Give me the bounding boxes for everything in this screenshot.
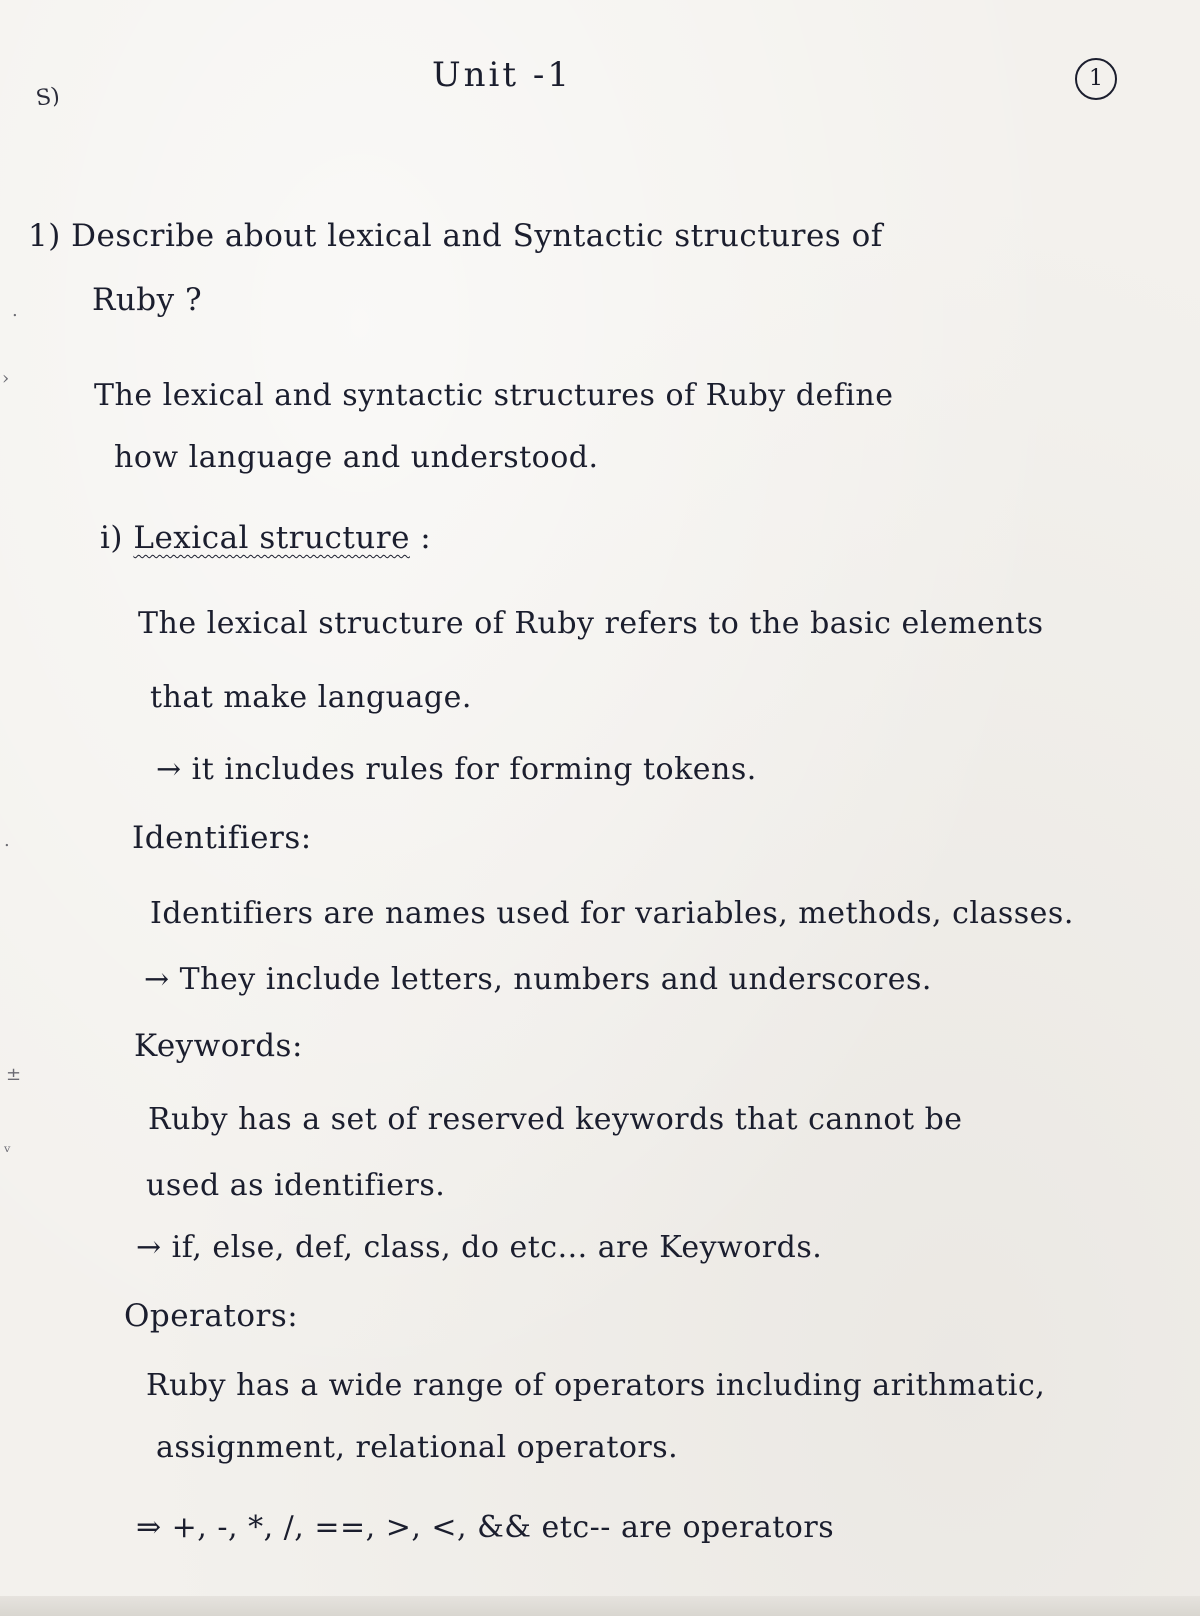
operators-line-3: ⇒ +, -, *, /, ==, >, <, && etc-- are operators: [136, 1510, 835, 1545]
page-title: Unit -1: [432, 55, 573, 95]
identifiers-line-2: → They include letters, numbers and underscores.: [144, 962, 932, 997]
question-line-2: Ruby ?: [92, 282, 203, 318]
lexical-heading-prefix: i): [100, 520, 124, 556]
lexical-heading-suffix: :: [420, 520, 432, 556]
margin-mark: ±: [6, 1064, 22, 1085]
lexical-heading-text: Lexical structure: [133, 520, 410, 556]
corner-mark: S): [34, 83, 62, 112]
operators-heading: Operators:: [124, 1298, 299, 1334]
identifiers-line-1: Identifiers are names used for variables, methods, classes.: [150, 896, 1074, 931]
margin-dot: .: [12, 300, 18, 321]
page-bottom-edge: [0, 1596, 1200, 1616]
intro-line-1: The lexical and syntactic structures of Ruby define: [94, 378, 894, 413]
question-line-1: 1) Describe about lexical and Syntactic structures of: [28, 218, 883, 254]
operators-line-2: assignment, relational operators.: [156, 1430, 679, 1465]
keywords-heading: Keywords:: [134, 1028, 303, 1064]
margin-tick: ›: [2, 368, 10, 389]
lexical-body-line-1: The lexical structure of Ruby refers to the basic elements: [138, 606, 1044, 641]
keywords-line-1: Ruby has a set of reserved keywords that cannot be: [148, 1102, 963, 1137]
keywords-line-3: → if, else, def, class, do etc... are Keywords.: [136, 1230, 823, 1265]
margin-tick-2: ᵥ: [4, 1136, 11, 1157]
identifiers-heading: Identifiers:: [132, 820, 312, 856]
operators-line-1: Ruby has a wide range of operators including arithmatic,: [146, 1368, 1046, 1403]
lexical-body-line-3: → it includes rules for forming tokens.: [156, 752, 757, 787]
lexical-structure-heading: [100, 520, 431, 556]
page-number: 1: [1075, 58, 1117, 100]
intro-line-2: how language and understood.: [114, 440, 599, 475]
lexical-body-line-2: that make language.: [150, 680, 472, 715]
margin-dot-2: .: [4, 830, 10, 851]
keywords-line-2: used as identifiers.: [146, 1168, 446, 1203]
